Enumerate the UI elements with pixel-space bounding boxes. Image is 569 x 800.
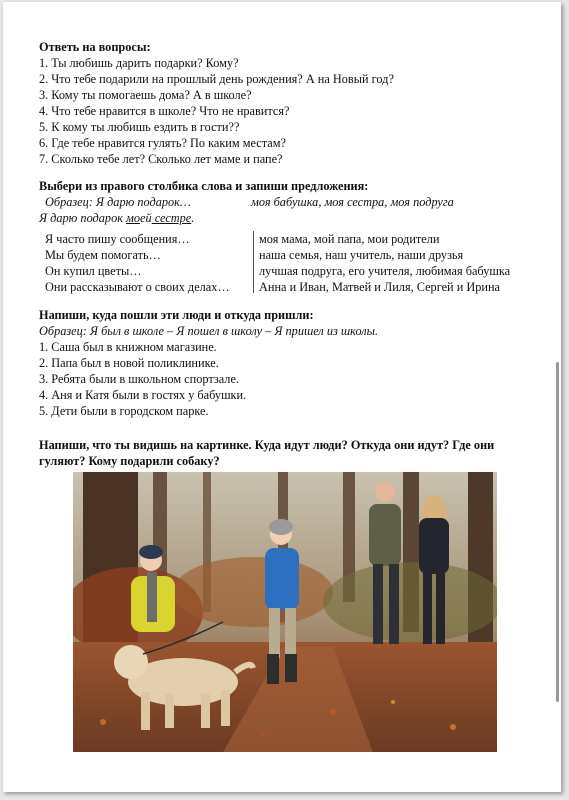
answer-prefix: Я дарю подарок: [39, 211, 127, 225]
sample-left: Образец: Я дарю подарок…: [45, 195, 191, 209]
sample-answer: [39, 211, 194, 226]
section1-title: Ответь на вопросы:: [39, 40, 151, 54]
table-row-4-left: Они рассказывают о своих делах…: [45, 280, 230, 294]
question-3: 3. Кому ты помогаешь дома? А в школе?: [39, 88, 252, 102]
section3-title: Напиши, куда пошли эти люди и откуда пришли:: [39, 308, 314, 322]
table-row-1-left: Я часто пишу сообщения…: [45, 232, 190, 246]
forest-scene-image: [73, 472, 497, 752]
table-row-2-right: наша семья, наш учитель, наши друзья: [259, 248, 464, 262]
table-row-4-right: Анна и Иван, Матвей и Лиля, Сергей и Ирина: [259, 280, 501, 294]
sample-right: моя бабушка, моя сестра, моя подруга: [251, 195, 454, 209]
table-row-2-left: Мы будем помогать…: [45, 248, 161, 262]
section2-title: Выбери из правого столбика слова и запиши предложения:: [39, 179, 369, 193]
worksheet-page: [3, 2, 561, 792]
task-2: 2. Папа был в новой поликлинике.: [39, 356, 219, 370]
task-4: 4. Аня и Катя были в гостях у бабушки.: [39, 388, 247, 402]
question-1: 1. Ты любишь дарить подарки? Кому?: [39, 56, 239, 70]
table-row-3-right: лучшая подруга, его учителя, любимая бабушка: [259, 264, 511, 278]
table-divider: [253, 231, 254, 293]
question-2: 2. Что тебе подарили на прошлый день рождения? А на Новый год?: [39, 72, 394, 86]
task-5: 5. Дети были в городском парке.: [39, 404, 209, 418]
scrollbar[interactable]: [556, 362, 559, 702]
question-5: 5. К кому ты любишь ездить в гости??: [39, 120, 240, 134]
answer-underlined-2: сестре: [151, 211, 192, 225]
question-6: 6. Где тебе нравится гулять? По каким местам?: [39, 136, 286, 150]
task-1: 1. Саша был в книжном магазине.: [39, 340, 217, 354]
task-3: 3. Ребята были в школьном спортзале.: [39, 372, 239, 386]
question-4: 4. Что тебе нравится в школе? Что не нравится?: [39, 104, 290, 118]
section4-title-line1: Напиши, что ты видишь на картинке. Куда идут люди? Откуда они идут? Где они: [39, 438, 495, 452]
section3-sample: Образец: Я был в школе – Я пошел в школу – Я пришел из школы.: [39, 324, 379, 338]
family-walk-photo: [73, 472, 497, 752]
question-7: 7. Сколько тебе лет? Сколько лет маме и папе?: [39, 152, 283, 166]
section4-title-line2: гуляют? Кому подарили собаку?: [39, 454, 220, 468]
answer-suffix: .: [191, 211, 195, 225]
table-row-3-left: Он купил цветы…: [45, 264, 142, 278]
answer-underlined-1: мо: [126, 211, 141, 225]
table-row-1-right: моя мама, мой папа, мои родители: [259, 232, 440, 246]
answer-mid: ей: [140, 211, 152, 225]
